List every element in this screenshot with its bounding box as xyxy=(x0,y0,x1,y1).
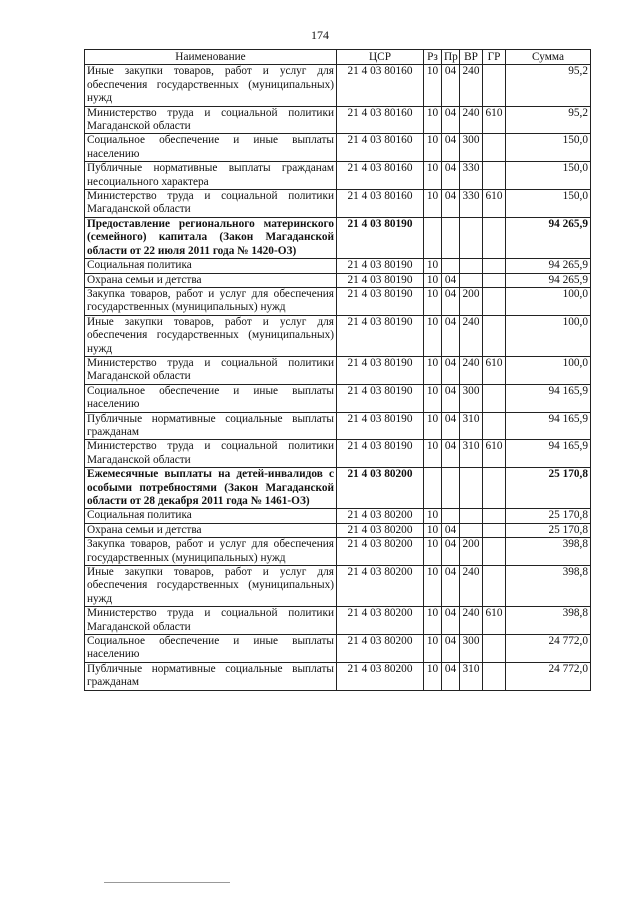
gr-cell xyxy=(483,273,506,287)
rz-cell: 10 xyxy=(424,566,442,607)
table-row xyxy=(85,607,591,635)
header-rz: Рз xyxy=(424,50,442,65)
vr-cell: 240 xyxy=(460,315,483,356)
csr-cell: 21 4 03 80200 xyxy=(337,566,424,607)
rz-cell: 10 xyxy=(424,384,442,412)
csr-cell: 21 4 03 80160 xyxy=(337,106,424,134)
name-cell: Иные закупки товаров, работ и услуг для обеспечения государственных (муниципальных) нужд xyxy=(85,65,337,106)
name-cell: Социальное обеспечение и иные выплаты населению xyxy=(85,134,337,162)
gr-cell xyxy=(483,315,506,356)
sum-cell: 100,0 xyxy=(506,315,591,356)
gr-cell xyxy=(483,384,506,412)
rz-cell: 10 xyxy=(424,190,442,218)
gr-cell xyxy=(483,566,506,607)
pr-cell: 04 xyxy=(442,662,460,690)
rz-cell: 10 xyxy=(424,356,442,384)
csr-cell: 21 4 03 80200 xyxy=(337,662,424,690)
vr-cell: 300 xyxy=(460,384,483,412)
csr-cell: 21 4 03 80190 xyxy=(337,217,424,258)
gr-cell xyxy=(483,538,506,566)
rz-cell: 10 xyxy=(424,106,442,134)
sum-cell: 94 265,9 xyxy=(506,273,591,287)
pr-cell: 04 xyxy=(442,607,460,635)
csr-cell: 21 4 03 80190 xyxy=(337,440,424,468)
rz-cell: 10 xyxy=(424,412,442,440)
pr-cell xyxy=(442,217,460,258)
table-row xyxy=(85,217,591,258)
vr-cell: 310 xyxy=(460,662,483,690)
name-cell: Публичные нормативные социальные выплаты гражданам xyxy=(85,412,337,440)
name-cell: Иные закупки товаров, работ и услуг для обеспечения государственных (муниципальных) нужд xyxy=(85,315,337,356)
csr-cell: 21 4 03 80160 xyxy=(337,134,424,162)
rz-cell: 10 xyxy=(424,287,442,315)
gr-cell xyxy=(483,217,506,258)
vr-cell: 300 xyxy=(460,134,483,162)
header-vr: ВР xyxy=(460,50,483,65)
name-cell: Социальная политика xyxy=(85,259,337,273)
vr-cell: 310 xyxy=(460,412,483,440)
pr-cell: 04 xyxy=(442,538,460,566)
pr-cell: 04 xyxy=(442,162,460,190)
header-name: Наименование xyxy=(85,50,337,65)
vr-cell xyxy=(460,217,483,258)
table-row xyxy=(85,523,591,537)
gr-cell xyxy=(483,65,506,106)
sum-cell: 100,0 xyxy=(506,356,591,384)
gr-cell xyxy=(483,509,506,523)
name-cell: Охрана семьи и детства xyxy=(85,273,337,287)
pr-cell: 04 xyxy=(442,440,460,468)
name-cell: Предоставление регионального материнского (семейного) капитала (Закон Магаданской области от 22 июля 2011 года № 1420-ОЗ) xyxy=(85,217,337,258)
sum-cell: 398,8 xyxy=(506,538,591,566)
rz-cell xyxy=(424,468,442,509)
pr-cell: 04 xyxy=(442,65,460,106)
table-row xyxy=(85,566,591,607)
page-number: 174 xyxy=(311,28,329,42)
vr-cell: 310 xyxy=(460,440,483,468)
header-gr: ГР xyxy=(483,50,506,65)
csr-cell: 21 4 03 80190 xyxy=(337,273,424,287)
vr-cell: 240 xyxy=(460,356,483,384)
csr-cell: 21 4 03 80160 xyxy=(337,65,424,106)
table-row xyxy=(85,162,591,190)
vr-cell xyxy=(460,273,483,287)
pr-cell: 04 xyxy=(442,356,460,384)
table-row xyxy=(85,440,591,468)
pr-cell: 04 xyxy=(442,635,460,663)
table-row xyxy=(85,635,591,663)
gr-cell xyxy=(483,523,506,537)
table-header-row xyxy=(85,50,591,65)
gr-cell: 610 xyxy=(483,440,506,468)
name-cell: Министерство труда и социальной политики Магаданской области xyxy=(85,607,337,635)
pr-cell: 04 xyxy=(442,315,460,356)
footer-rule xyxy=(104,882,230,883)
csr-cell: 21 4 03 80160 xyxy=(337,162,424,190)
csr-cell: 21 4 03 80160 xyxy=(337,190,424,218)
sum-cell: 24 772,0 xyxy=(506,635,591,663)
vr-cell: 200 xyxy=(460,287,483,315)
gr-cell xyxy=(483,259,506,273)
vr-cell xyxy=(460,523,483,537)
table-row xyxy=(85,384,591,412)
csr-cell: 21 4 03 80200 xyxy=(337,607,424,635)
name-cell: Министерство труда и социальной политики Магаданской области xyxy=(85,106,337,134)
pr-cell xyxy=(442,509,460,523)
gr-cell xyxy=(483,635,506,663)
budget-table xyxy=(84,49,591,691)
table-row xyxy=(85,134,591,162)
rz-cell: 10 xyxy=(424,538,442,566)
csr-cell: 21 4 03 80190 xyxy=(337,315,424,356)
rz-cell: 10 xyxy=(424,134,442,162)
pr-cell xyxy=(442,468,460,509)
name-cell: Социальное обеспечение и иные выплаты населению xyxy=(85,384,337,412)
vr-cell: 300 xyxy=(460,635,483,663)
rz-cell: 10 xyxy=(424,259,442,273)
table-row xyxy=(85,190,591,218)
csr-cell: 21 4 03 80190 xyxy=(337,356,424,384)
sum-cell: 94 265,9 xyxy=(506,217,591,258)
table-row xyxy=(85,412,591,440)
rz-cell: 10 xyxy=(424,315,442,356)
table-row xyxy=(85,468,591,509)
csr-cell: 21 4 03 80190 xyxy=(337,287,424,315)
rz-cell: 10 xyxy=(424,440,442,468)
csr-cell: 21 4 03 80200 xyxy=(337,509,424,523)
sum-cell: 94 265,9 xyxy=(506,259,591,273)
sum-cell: 150,0 xyxy=(506,190,591,218)
gr-cell xyxy=(483,412,506,440)
vr-cell xyxy=(460,259,483,273)
rz-cell: 10 xyxy=(424,273,442,287)
table-row xyxy=(85,509,591,523)
csr-cell: 21 4 03 80200 xyxy=(337,523,424,537)
table-row xyxy=(85,538,591,566)
table-row xyxy=(85,106,591,134)
sum-cell: 95,2 xyxy=(506,65,591,106)
csr-cell: 21 4 03 80190 xyxy=(337,259,424,273)
sum-cell: 95,2 xyxy=(506,106,591,134)
gr-cell: 610 xyxy=(483,607,506,635)
vr-cell: 330 xyxy=(460,190,483,218)
vr-cell: 240 xyxy=(460,65,483,106)
sum-cell: 94 165,9 xyxy=(506,440,591,468)
sum-cell: 150,0 xyxy=(506,134,591,162)
sum-cell: 25 170,8 xyxy=(506,468,591,509)
vr-cell: 240 xyxy=(460,607,483,635)
csr-cell: 21 4 03 80190 xyxy=(337,412,424,440)
rz-cell: 10 xyxy=(424,662,442,690)
rz-cell: 10 xyxy=(424,635,442,663)
pr-cell: 04 xyxy=(442,134,460,162)
vr-cell: 330 xyxy=(460,162,483,190)
sum-cell: 150,0 xyxy=(506,162,591,190)
name-cell: Министерство труда и социальной политики Магаданской области xyxy=(85,440,337,468)
rz-cell: 10 xyxy=(424,509,442,523)
csr-cell: 21 4 03 80200 xyxy=(337,468,424,509)
pr-cell xyxy=(442,259,460,273)
name-cell: Ежемесячные выплаты на детей-инвалидов с особыми потребностями (Закон Магаданской области от 28 декабря 2011 года № 1461-ОЗ) xyxy=(85,468,337,509)
pr-cell: 04 xyxy=(442,523,460,537)
gr-cell: 610 xyxy=(483,106,506,134)
pr-cell: 04 xyxy=(442,566,460,607)
sum-cell: 94 165,9 xyxy=(506,384,591,412)
header-sum: Сумма xyxy=(506,50,591,65)
rz-cell: 10 xyxy=(424,523,442,537)
rz-cell: 10 xyxy=(424,162,442,190)
csr-cell: 21 4 03 80190 xyxy=(337,384,424,412)
sum-cell: 398,8 xyxy=(506,566,591,607)
name-cell: Закупка товаров, работ и услуг для обеспечения государственных (муниципальных) нужд xyxy=(85,287,337,315)
table-row xyxy=(85,315,591,356)
name-cell: Закупка товаров, работ и услуг для обеспечения государственных (муниципальных) нужд xyxy=(85,538,337,566)
name-cell: Публичные нормативные выплаты гражданам несоциального характера xyxy=(85,162,337,190)
sum-cell: 94 165,9 xyxy=(506,412,591,440)
gr-cell xyxy=(483,662,506,690)
table-row xyxy=(85,273,591,287)
table-row xyxy=(85,356,591,384)
pr-cell: 04 xyxy=(442,190,460,218)
table-row xyxy=(85,662,591,690)
name-cell: Иные закупки товаров, работ и услуг для обеспечения государственных (муниципальных) нужд xyxy=(85,566,337,607)
name-cell: Публичные нормативные социальные выплаты гражданам xyxy=(85,662,337,690)
gr-cell xyxy=(483,287,506,315)
csr-cell: 21 4 03 80200 xyxy=(337,538,424,566)
sum-cell: 100,0 xyxy=(506,287,591,315)
rz-cell: 10 xyxy=(424,65,442,106)
gr-cell xyxy=(483,468,506,509)
name-cell: Министерство труда и социальной политики Магаданской области xyxy=(85,190,337,218)
sum-cell: 25 170,8 xyxy=(506,523,591,537)
sum-cell: 25 170,8 xyxy=(506,509,591,523)
vr-cell: 240 xyxy=(460,106,483,134)
vr-cell: 200 xyxy=(460,538,483,566)
header-pr: Пр xyxy=(442,50,460,65)
pr-cell: 04 xyxy=(442,287,460,315)
vr-cell: 240 xyxy=(460,566,483,607)
pr-cell: 04 xyxy=(442,412,460,440)
name-cell: Министерство труда и социальной политики Магаданской области xyxy=(85,356,337,384)
vr-cell xyxy=(460,468,483,509)
table-row xyxy=(85,287,591,315)
sum-cell: 24 772,0 xyxy=(506,662,591,690)
csr-cell: 21 4 03 80200 xyxy=(337,635,424,663)
name-cell: Социальная политика xyxy=(85,509,337,523)
sum-cell: 398,8 xyxy=(506,607,591,635)
pr-cell: 04 xyxy=(442,273,460,287)
name-cell: Охрана семьи и детства xyxy=(85,523,337,537)
gr-cell: 610 xyxy=(483,356,506,384)
gr-cell xyxy=(483,134,506,162)
rz-cell: 10 xyxy=(424,607,442,635)
header-csr: ЦСР xyxy=(337,50,424,65)
table-row xyxy=(85,259,591,273)
pr-cell: 04 xyxy=(442,106,460,134)
gr-cell xyxy=(483,162,506,190)
name-cell: Социальное обеспечение и иные выплаты населению xyxy=(85,635,337,663)
rz-cell xyxy=(424,217,442,258)
table-row xyxy=(85,65,591,106)
gr-cell: 610 xyxy=(483,190,506,218)
pr-cell: 04 xyxy=(442,384,460,412)
vr-cell xyxy=(460,509,483,523)
